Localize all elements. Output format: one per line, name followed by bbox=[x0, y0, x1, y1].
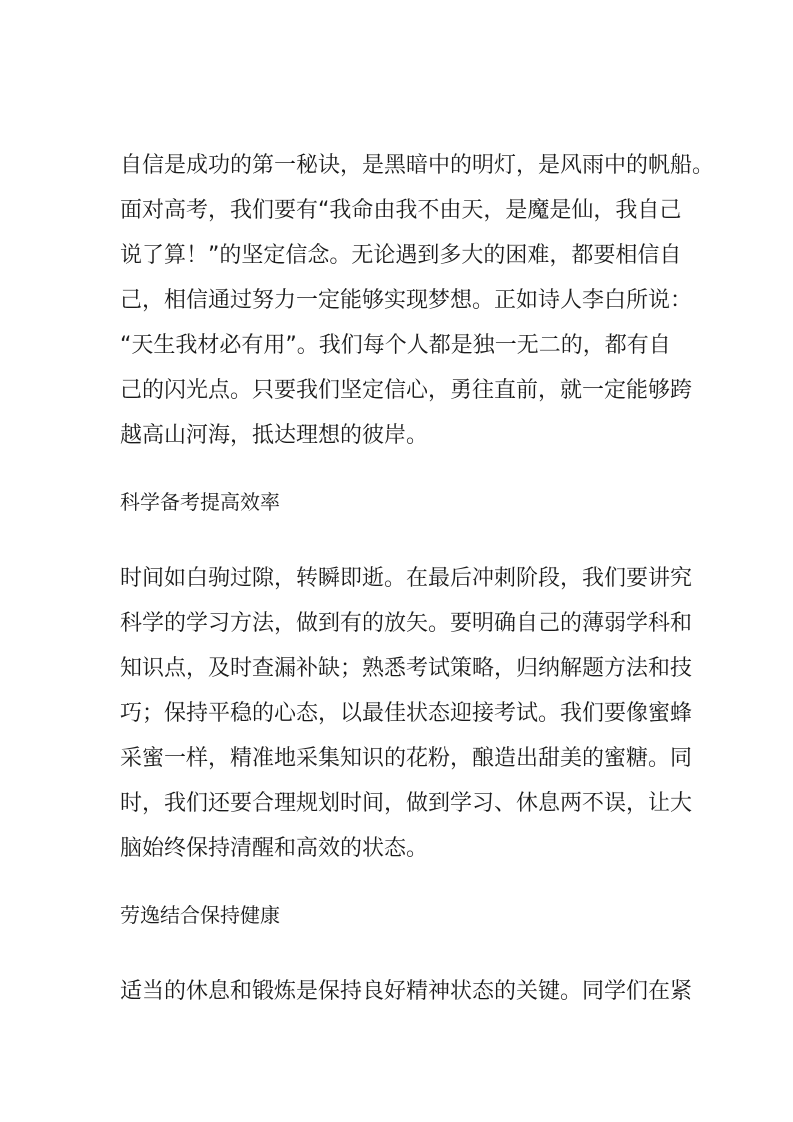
text-line: 脑始终保持清醒和高效的状态。 bbox=[120, 836, 429, 861]
section-heading-rest-and-health: 劳逸结合保持健康 bbox=[120, 903, 280, 927]
text-line: 自信是成功的第一秘诀，是黑暗中的明灯，是风雨中的帆船。 bbox=[120, 153, 715, 178]
text-line: 知识点，及时查漏补缺；熟悉考试策略，归纳解题方法和技 bbox=[120, 656, 693, 681]
text-line: 采蜜一样，精准地采集知识的花粉，酿造出甜美的蜜糖。同 bbox=[120, 746, 693, 771]
text-line: 时，我们还要合理规划时间，做到学习、休息两不误，让大 bbox=[120, 791, 693, 816]
text-line: 巧；保持平稳的心态，以最佳状态迎接考试。我们要像蜜蜂 bbox=[120, 701, 693, 726]
text-line: “天生我材必有用”。我们每个人都是独一无二的，都有自 bbox=[120, 333, 671, 358]
text-line: 科学的学习方法，做到有的放矢。要明确自己的薄弱学科和 bbox=[120, 611, 693, 636]
text-line: 面对高考，我们要有“我命由我不由天，是魔是仙，我自己 bbox=[120, 198, 682, 223]
text-line: 己的闪光点。只要我们坚定信心，勇往直前，就一定能够跨 bbox=[120, 378, 693, 403]
text-line: 时间如白驹过隙，转瞬即逝。在最后冲刺阶段，我们要讲究 bbox=[120, 566, 693, 591]
section-heading-scientific-preparation: 科学备考提高效率 bbox=[120, 490, 280, 514]
text-line: 适当的休息和锻炼是保持良好精神状态的关键。同学们在紧 bbox=[120, 979, 693, 1004]
text-line: 说了算！”的坚定信念。无论遇到多大的困难，都要相信自 bbox=[120, 243, 682, 268]
text-line: 己，相信通过努力一定能够实现梦想。正如诗人李白所说： bbox=[120, 288, 693, 313]
text-line: 越高山河海，抵达理想的彼岸。 bbox=[120, 423, 429, 448]
